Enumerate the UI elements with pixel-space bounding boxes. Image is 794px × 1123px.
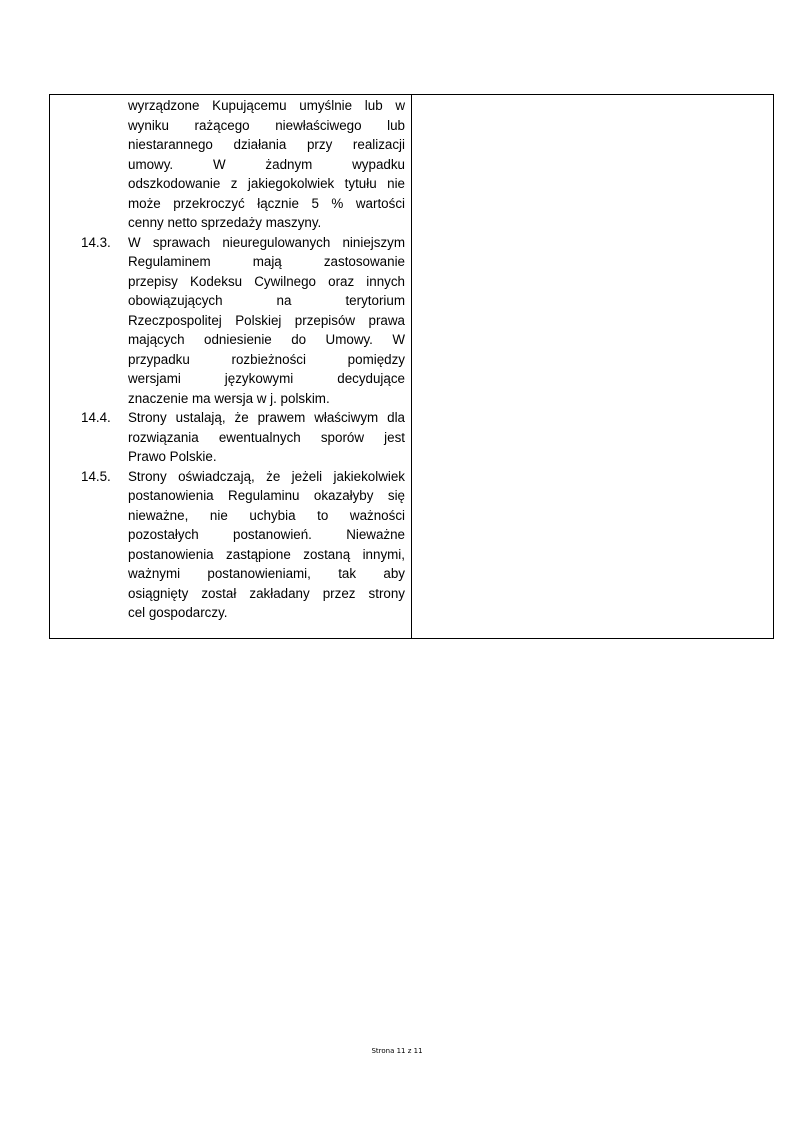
clause-line: może przekroczyć łącznie 5 % wartości (128, 195, 405, 211)
clause-line: pozostałych postanowień. Nieważne (128, 527, 405, 542)
clause-text (128, 467, 405, 623)
clause-line: Prawo Polskie. (128, 449, 217, 464)
clause-line: cenny netto sprzedaży maszyny. (128, 215, 322, 230)
clause-line: mających odniesienie do Umowy. W (128, 332, 405, 347)
clause-text (128, 233, 405, 409)
clause-line: Rzeczpospolitej Polskiej przepisów prawa (128, 312, 405, 328)
clause-item (50, 467, 412, 623)
clause-line: postanowienia Regulaminu okazałyby się (128, 488, 405, 503)
page-footer: Strona 11 z 11 (371, 1047, 423, 1055)
clause-line: obowiązujących na terytorium (128, 293, 405, 308)
clause-item (50, 408, 412, 467)
clause-line: niestarannego działania przy realizacji (128, 137, 405, 152)
clause-line: ważnymi postanowieniami, tak aby (128, 566, 405, 581)
clause-line: odszkodowanie z jakiegokolwiek tytułu nie (128, 176, 405, 191)
clause-line: Regulaminem mają zastosowanie (128, 254, 405, 269)
clause-line: Strony ustalają, że prawem właściwym dla (128, 410, 405, 425)
clause-item (50, 233, 412, 409)
clause-line: nieważne, nie uchybia to ważności (128, 507, 405, 523)
clause-number: 14.5. (81, 468, 111, 484)
clause-line: cel gospodarczy. (128, 605, 228, 620)
clause-line: wyrządzone Kupującemu umyślnie lub w (128, 98, 405, 113)
table-left-column (50, 95, 412, 638)
clause-item (50, 96, 412, 233)
clause-text (128, 96, 405, 233)
clause-line: rozwiązania ewentualnych sporów jest (128, 429, 405, 445)
clause-line: znaczenie ma wersja w j. polskim. (128, 390, 330, 406)
clause-line: osiągnięty został zakładany przez strony (128, 585, 405, 601)
document-table (49, 94, 774, 639)
clause-line: wersjami językowymi decydujące (128, 371, 405, 386)
clause-number: 14.4. (81, 410, 111, 425)
clause-number: 14.3. (81, 234, 111, 250)
clause-number (50, 96, 128, 233)
clause-line: wyniku rażącego niewłaściwego lub (128, 117, 405, 133)
table-right-column (412, 95, 773, 638)
clause-text (128, 408, 405, 467)
clause-line: przepisy Kodeksu Cywilnego oraz innych (128, 273, 405, 289)
clause-line: postanowienia zastąpione zostaną innymi, (128, 546, 405, 562)
clause-list (50, 96, 412, 623)
clause-line: umowy. W żadnym wypadku (128, 156, 405, 172)
clause-line: przypadku rozbieżności pomiędzy (128, 351, 405, 367)
clause-line: Strony oświadczają, że jeżeli jakiekolwiek (128, 468, 405, 484)
clause-line: W sprawach nieuregulowanych niniejszym (128, 234, 405, 250)
